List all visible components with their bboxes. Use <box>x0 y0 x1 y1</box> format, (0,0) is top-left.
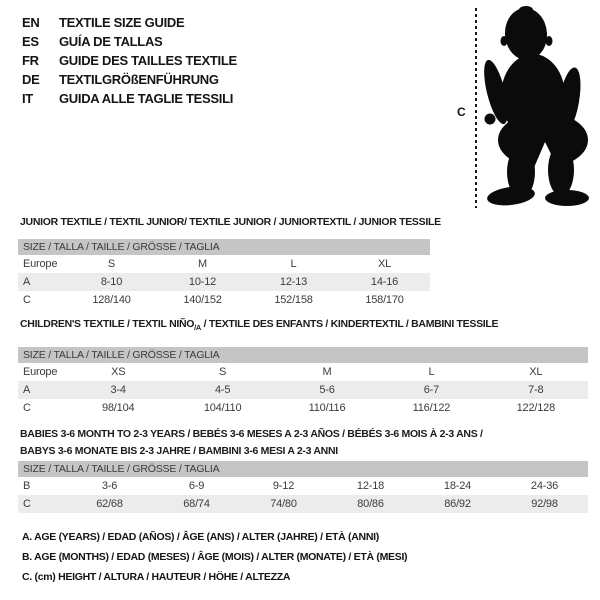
row-label: C <box>23 294 31 306</box>
legend-line-b: B. AGE (MONTHS) / EDAD (MESES) / ÂGE (MOIS) / ALTER (MONATE) / ETÀ (MESI) <box>22 551 408 563</box>
junior-size-table <box>18 239 430 309</box>
lang-row-en <box>22 13 237 32</box>
babies-size-table <box>18 461 588 513</box>
height-cell: 92/98 <box>531 498 558 510</box>
height-measure-label: C <box>457 105 466 119</box>
legend-line-c: C. (cm) HEIGHT / ALTURA / HAUTEUR / HÖHE / ALTEZZA <box>22 571 291 583</box>
height-cell: 98/104 <box>101 402 135 414</box>
lang-code: EN <box>22 15 40 30</box>
row-label: A <box>23 384 31 396</box>
babies-title-line2: BABYS 3-6 MONATE BIS 2-3 JAHRE / BAMBINI 3-6 MESI A 2-3 ANNI <box>20 445 338 457</box>
lang-label: GUIDE DES TAILLES TEXTILE <box>59 53 237 68</box>
lang-label: GUIDA ALLE TAGLIE TESSILI <box>59 91 234 106</box>
junior-table-title: JUNIOR TEXTILE / TEXTIL JUNIOR/ TEXTILE JUNIOR / JUNIORTEXTIL / JUNIOR TESSILE <box>20 216 441 228</box>
row-label: B <box>23 480 31 492</box>
title-subscript: /A <box>194 323 202 333</box>
row-label: A <box>23 276 31 288</box>
size-header-bar: SIZE / TALLA / TAILLE / GRÖSSE / TAGLIA <box>18 239 430 255</box>
size-cell: M <box>322 366 332 378</box>
lang-code: FR <box>22 53 39 68</box>
height-cell: 158/170 <box>365 294 404 306</box>
size-cell: XL <box>529 366 543 378</box>
children-table-title <box>20 318 498 332</box>
lang-code: ES <box>22 34 39 49</box>
size-cell: M <box>198 258 207 270</box>
lang-row-it <box>22 89 237 108</box>
height-cell: 116/122 <box>412 402 451 414</box>
age-cell: 4-5 <box>214 384 231 396</box>
age-cell: 12-18 <box>356 480 385 492</box>
table-row <box>18 255 430 273</box>
age-cell: 5-6 <box>319 384 335 396</box>
age-cell: 14-16 <box>370 276 399 288</box>
height-cell: 62/68 <box>96 498 123 510</box>
table-row <box>18 291 430 309</box>
age-cell: 8-10 <box>100 276 123 288</box>
height-cell: 68/74 <box>183 498 210 510</box>
babies-title-line1: BABIES 3-6 MONTH TO 2-3 YEARS / BEBÉS 3-6 MESES A 2-3 AÑOS / BÉBÉS 3-6 MOIS À 2-3 ANS / <box>20 428 483 440</box>
size-cell: S <box>219 366 227 378</box>
age-cell: 24-36 <box>530 480 559 492</box>
lang-code: IT <box>22 91 33 106</box>
babies-table-title <box>20 426 483 460</box>
height-cell: 110/116 <box>308 402 346 414</box>
height-cell: 80/86 <box>357 498 384 510</box>
lang-label: TEXTILGRÖßENFÜHRUNG <box>59 72 219 87</box>
age-cell: 18-24 <box>443 480 472 492</box>
height-measure-dotted-line <box>475 8 477 208</box>
baby-silhouette-icon <box>481 4 595 206</box>
age-cell: 9-12 <box>272 480 295 492</box>
language-guide-header <box>22 13 237 108</box>
title-part: CHILDREN'S TEXTILE / TEXTIL NIÑO <box>20 318 195 330</box>
size-cell: L <box>290 258 297 270</box>
title-part: / TEXTILE DES ENFANTS / KINDERTEXTIL / BAMBINI TESSILE <box>201 318 499 330</box>
row-label: C <box>23 402 31 414</box>
age-cell: 10-12 <box>188 276 217 288</box>
age-cell: 12-13 <box>279 276 308 288</box>
height-cell: 86/92 <box>444 498 471 510</box>
size-cell: L <box>428 366 435 378</box>
lang-row-es <box>22 32 237 51</box>
height-cell: 152/158 <box>274 294 313 306</box>
table-row <box>18 399 588 417</box>
row-label: C <box>23 498 31 510</box>
height-cell: 140/152 <box>183 294 222 306</box>
table-row <box>18 381 588 399</box>
table-row <box>18 273 430 291</box>
height-cell: 122/128 <box>516 402 556 414</box>
height-cell: 74/80 <box>270 498 297 510</box>
lang-label: GUÍA DE TALLAS <box>59 34 163 49</box>
age-cell: 6-9 <box>188 480 205 492</box>
lang-code: DE <box>22 72 40 87</box>
row-label: Europe <box>23 258 58 270</box>
age-cell: 6-7 <box>423 384 440 396</box>
table-row <box>18 477 588 495</box>
lang-row-fr <box>22 51 237 70</box>
height-cell: 104/110 <box>203 402 242 414</box>
measure-legend <box>22 531 407 591</box>
lang-row-de <box>22 70 237 89</box>
row-label: Europe <box>23 366 58 378</box>
age-cell: 3-4 <box>110 384 126 396</box>
size-header-bar: SIZE / TALLA / TAILLE / GRÖSSE / TAGLIA <box>18 461 588 477</box>
size-cell: S <box>107 258 116 270</box>
age-cell: 3-6 <box>101 480 118 492</box>
height-cell: 128/140 <box>92 294 131 306</box>
lang-label: TEXTILE SIZE GUIDE <box>59 15 185 30</box>
size-header-bar: SIZE / TALLA / TAILLE / GRÖSSE / TAGLIA <box>18 347 588 363</box>
table-row <box>18 363 588 381</box>
size-cell: XL <box>377 258 392 270</box>
children-size-table <box>18 347 588 417</box>
size-cell: XS <box>111 366 126 378</box>
legend-line-a: A. AGE (YEARS) / EDAD (AÑOS) / ÂGE (ANS) / ALTER (JAHRE) / ETÀ (ANNI) <box>22 531 379 543</box>
table-row <box>18 495 588 513</box>
age-cell: 7-8 <box>528 384 544 396</box>
